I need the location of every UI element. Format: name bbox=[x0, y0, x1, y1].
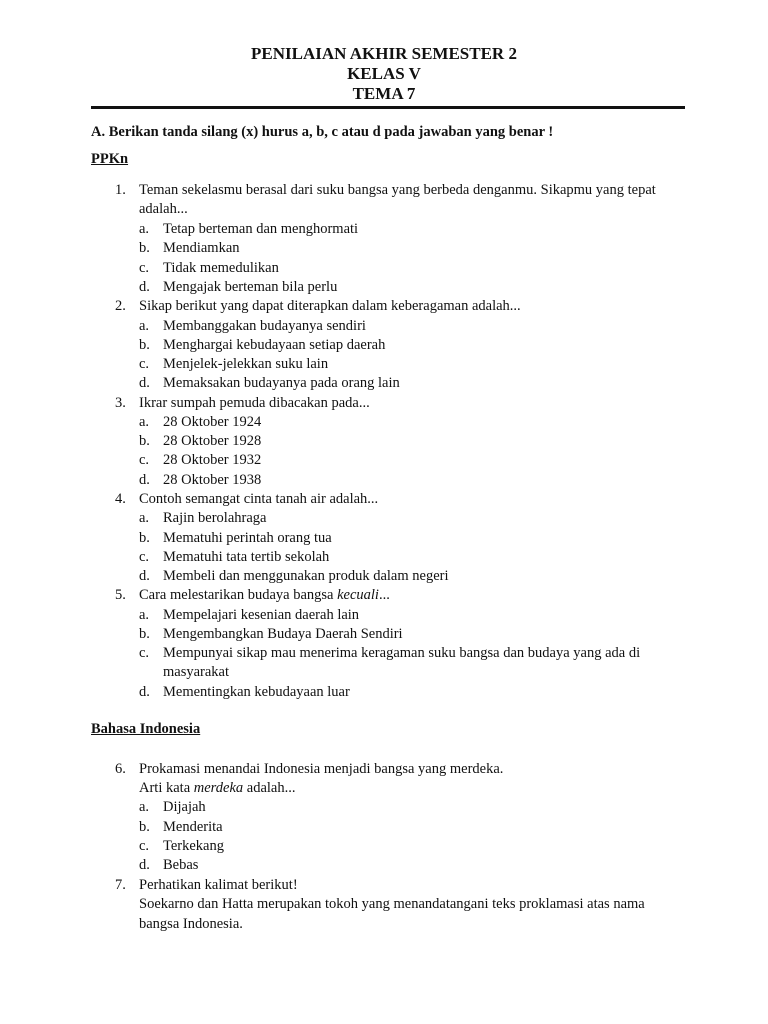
option-letter: c. bbox=[139, 452, 150, 468]
option-letter: d. bbox=[139, 375, 150, 391]
question-text: Perhatikan kalimat berikut! Soekarno dan Hatta merupakan tokoh yang menandatangani teks proklamasi atas nama bangsa Indonesia. bbox=[139, 877, 645, 932]
emphasis-word: merdeka bbox=[193, 780, 244, 797]
option-letter: a. bbox=[139, 318, 150, 334]
option-text: Bebas bbox=[163, 857, 199, 873]
exam-title: PENILAIAN AKHIR SEMESTER 2 bbox=[251, 44, 517, 63]
section-bahasa-indonesia-heading: Bahasa Indonesia bbox=[91, 721, 201, 737]
option-letter: a. bbox=[139, 221, 150, 237]
option-text: 28 Oktober 1928 bbox=[163, 433, 262, 449]
section-ppkn-heading: PPKn bbox=[91, 151, 129, 167]
question-number: 4. bbox=[115, 491, 126, 507]
option-letter: a. bbox=[139, 510, 150, 526]
option-text: Menjelek-jelekkan suku lain bbox=[163, 356, 329, 372]
option-letter: a. bbox=[139, 799, 150, 815]
question-number: 1. bbox=[115, 182, 126, 198]
question-text: Prokamasi menandai Indonesia menjadi bangsa yang merdeka. Arti kata merdeka adalah... bbox=[139, 761, 504, 797]
option-letter: d. bbox=[139, 857, 150, 873]
option-letter: c. bbox=[139, 838, 150, 854]
question-text: Sikap berikut yang dapat diterapkan dalam keberagaman adalah... bbox=[139, 298, 521, 314]
option-letter: b. bbox=[139, 819, 150, 835]
question-number: 6. bbox=[115, 761, 126, 777]
option-text: Mendiamkan bbox=[163, 240, 240, 256]
option-text: Mementingkan kebudayaan luar bbox=[163, 684, 350, 700]
option-letter: b. bbox=[139, 433, 150, 449]
option-text: Mempelajari kesenian daerah lain bbox=[163, 607, 360, 623]
option-letter: d. bbox=[139, 568, 150, 584]
emphasis-word: kecuali bbox=[337, 587, 379, 603]
question-number: 5. bbox=[115, 587, 126, 603]
instruction-text: A. Berikan tanda silang (x) hurus a, b, c atau d pada jawaban yang benar ! bbox=[91, 124, 554, 140]
option-text: 28 Oktober 1924 bbox=[163, 414, 262, 430]
option-letter: d. bbox=[139, 472, 150, 488]
header-divider bbox=[91, 106, 685, 109]
option-letter: c. bbox=[139, 645, 150, 661]
question-number: 3. bbox=[115, 395, 126, 411]
option-text: Mematuhi perintah orang tua bbox=[163, 530, 332, 546]
option-text: 28 Oktober 1938 bbox=[163, 472, 262, 488]
question-text: Cara melestarikan budaya bangsa kecuali... bbox=[139, 587, 390, 603]
question-text: Contoh semangat cinta tanah air adalah... bbox=[139, 491, 379, 507]
option-letter: d. bbox=[139, 279, 150, 295]
option-letter: c. bbox=[139, 260, 150, 276]
option-letter: c. bbox=[139, 549, 150, 565]
option-letter: b. bbox=[139, 626, 150, 642]
option-letter: b. bbox=[139, 530, 150, 546]
option-text: 28 Oktober 1932 bbox=[163, 452, 262, 468]
question-number: 7. bbox=[115, 877, 126, 893]
question-text: Teman sekelasmu berasal dari suku bangsa yang berbeda denganmu. Sikapmu yang tepat adalah... bbox=[139, 182, 656, 218]
question-number: 2. bbox=[115, 298, 126, 314]
option-text: Menghargai kebudayaan setiap daerah bbox=[163, 337, 386, 353]
theme-label: TEMA 7 bbox=[352, 84, 416, 103]
option-letter: c. bbox=[139, 356, 150, 372]
option-text: Mengajak berteman bila perlu bbox=[163, 279, 338, 295]
option-text: Mempunyai sikap mau menerima keragaman suku bangsa dan budaya yang ada di masyarakat bbox=[163, 645, 641, 681]
class-label: KELAS V bbox=[347, 64, 421, 83]
option-text: Membanggakan budayanya sendiri bbox=[163, 318, 366, 334]
option-letter: b. bbox=[139, 337, 150, 353]
option-text: Rajin berolahraga bbox=[163, 510, 267, 526]
option-text: Memaksakan budayanya pada orang lain bbox=[163, 375, 400, 391]
option-letter: d. bbox=[139, 684, 150, 700]
option-text: Dijajah bbox=[163, 799, 206, 815]
option-letter: a. bbox=[139, 414, 150, 430]
option-text: Terkekang bbox=[163, 838, 224, 854]
question-text: Ikrar sumpah pemuda dibacakan pada... bbox=[139, 395, 370, 411]
option-letter: a. bbox=[139, 607, 150, 623]
option-text: Mematuhi tata tertib sekolah bbox=[163, 549, 330, 565]
option-text: Tetap berteman dan menghormati bbox=[163, 221, 359, 237]
option-text: Menderita bbox=[163, 819, 223, 835]
option-letter: b. bbox=[139, 240, 150, 256]
option-text: Mengembangkan Budaya Daerah Sendiri bbox=[163, 626, 403, 642]
option-text: Membeli dan menggunakan produk dalam negeri bbox=[163, 568, 449, 584]
option-text: Tidak memedulikan bbox=[163, 260, 279, 276]
